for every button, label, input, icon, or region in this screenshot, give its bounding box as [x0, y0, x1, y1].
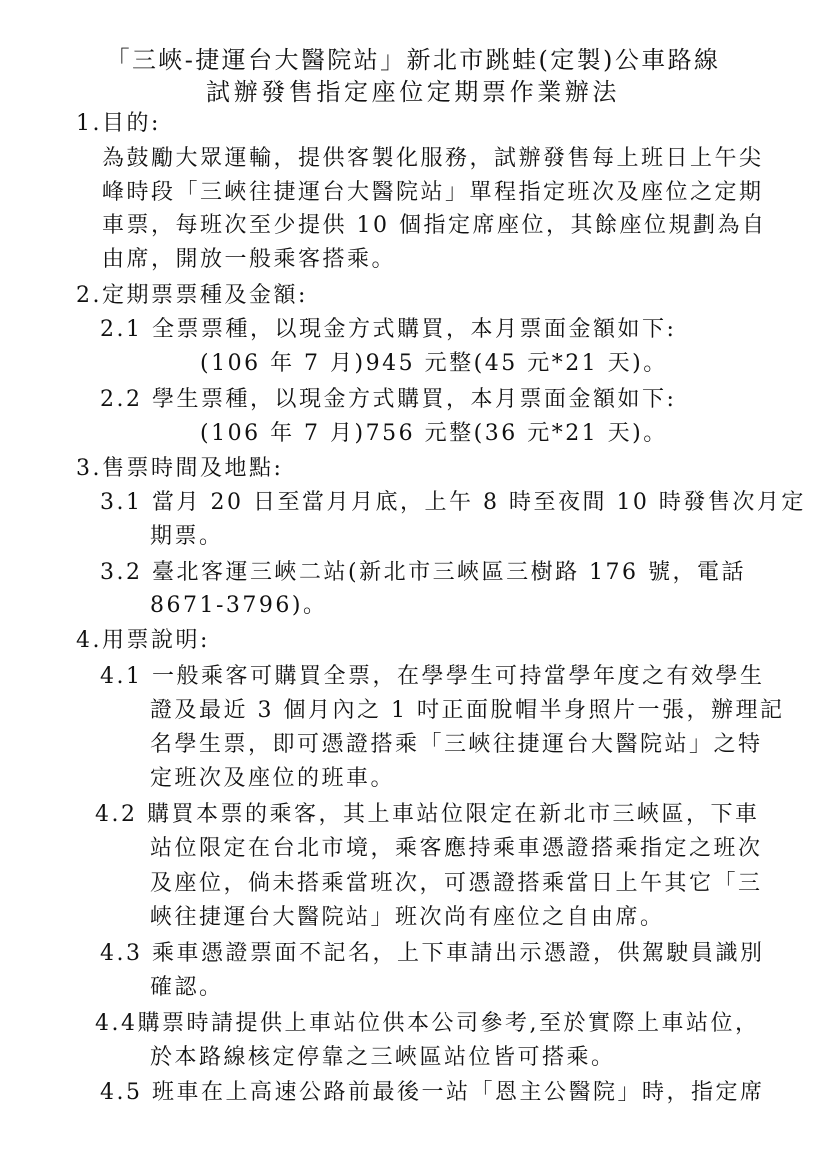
- section-1-heading: 1.目的:: [76, 111, 161, 136]
- section-1-paragraph-line: 由席，開放一般乘客搭乘。: [102, 247, 397, 272]
- item-3-1-line: 3.1 當月 20 日至當月月底，上午 8 時至夜間 10 時發售次月定: [100, 490, 806, 515]
- item-4-2-line: 峽往捷運台大醫院站」班次尚有座位之自由席。: [150, 905, 665, 930]
- section-1-paragraph-line: 為鼓勵大眾運輸，提供客製化服務，試辦發售每上班日上午尖: [102, 146, 764, 171]
- item-2-1-amount: (106 年 7 月)945 元整(45 元*21 天)。: [200, 351, 668, 376]
- item-2-2-student-fare: 2.2 學生票種，以現金方式購買，本月票面金額如下:: [100, 387, 677, 412]
- item-4-1-line: 4.1 一般乘客可購買全票，在學學生可持當學年度之有效學生: [100, 664, 765, 689]
- section-3-heading: 3.售票時間及地點:: [76, 456, 284, 481]
- document-title-line-2: 試辦發售指定座位定期票作業辦法: [206, 78, 620, 106]
- item-4-5-line: 4.5 班車在上高速公路前最後一站「恩主公醫院」時，指定席: [100, 1080, 765, 1105]
- item-2-1-full-fare: 2.1 全票票種，以現金方式購買，本月票面金額如下:: [100, 317, 677, 342]
- item-3-2-line: 3.2 臺北客運三峽二站(新北市三峽區三樹路 176 號，電話: [100, 560, 747, 585]
- section-2-heading: 2.定期票票種及金額:: [76, 283, 308, 308]
- section-1-paragraph-line: 峰時段「三峽往捷運台大醫院站」單程指定班次及座位之定期: [102, 180, 764, 205]
- item-4-2-line: 4.2 購買本票的乘客，其上車站位限定在新北市三峽區，下車: [95, 802, 760, 827]
- item-4-3-line: 4.3 乘車憑證票面不記名，上下車請出示憑證，供駕駛員識別: [100, 941, 765, 966]
- item-4-4-line: 於本路線核定停靠之三峽區站位皆可搭乘。: [150, 1045, 616, 1070]
- item-2-2-amount: (106 年 7 月)756 元整(36 元*21 天)。: [200, 421, 668, 446]
- item-4-2-line: 站位限定在台北市境，乘客應持乘車憑證搭乘指定之班次: [150, 836, 763, 861]
- section-1-paragraph-line: 車票，每班次至少提供 10 個指定席座位，其餘座位規劃為自: [102, 213, 767, 238]
- item-4-3-line: 確認。: [150, 975, 224, 1000]
- item-4-1-line: 定班次及座位的班車。: [150, 766, 396, 791]
- item-4-4-line: 4.4購票時請提供上車站位供本公司參考,至於實際上車站位，: [95, 1011, 760, 1036]
- document-title-line-1: 「三峽-捷運台大醫院站」新北市跳蛙(定製)公車路線: [105, 46, 721, 74]
- item-4-2-line: 及座位，倘未搭乘當班次，可憑證搭乘當日上午其它「三: [150, 871, 763, 896]
- item-3-2-line: 8671-3796)。: [150, 593, 328, 618]
- item-4-1-line: 名學生票，即可憑證搭乘「三峽往捷運台大醫院站」之特: [150, 732, 763, 757]
- section-4-heading: 4.用票說明:: [76, 628, 210, 653]
- item-3-1-line: 期票。: [150, 524, 224, 549]
- item-4-1-line: 證及最近 3 個月內之 1 吋正面脫帽半身照片一張，辦理記: [150, 698, 785, 723]
